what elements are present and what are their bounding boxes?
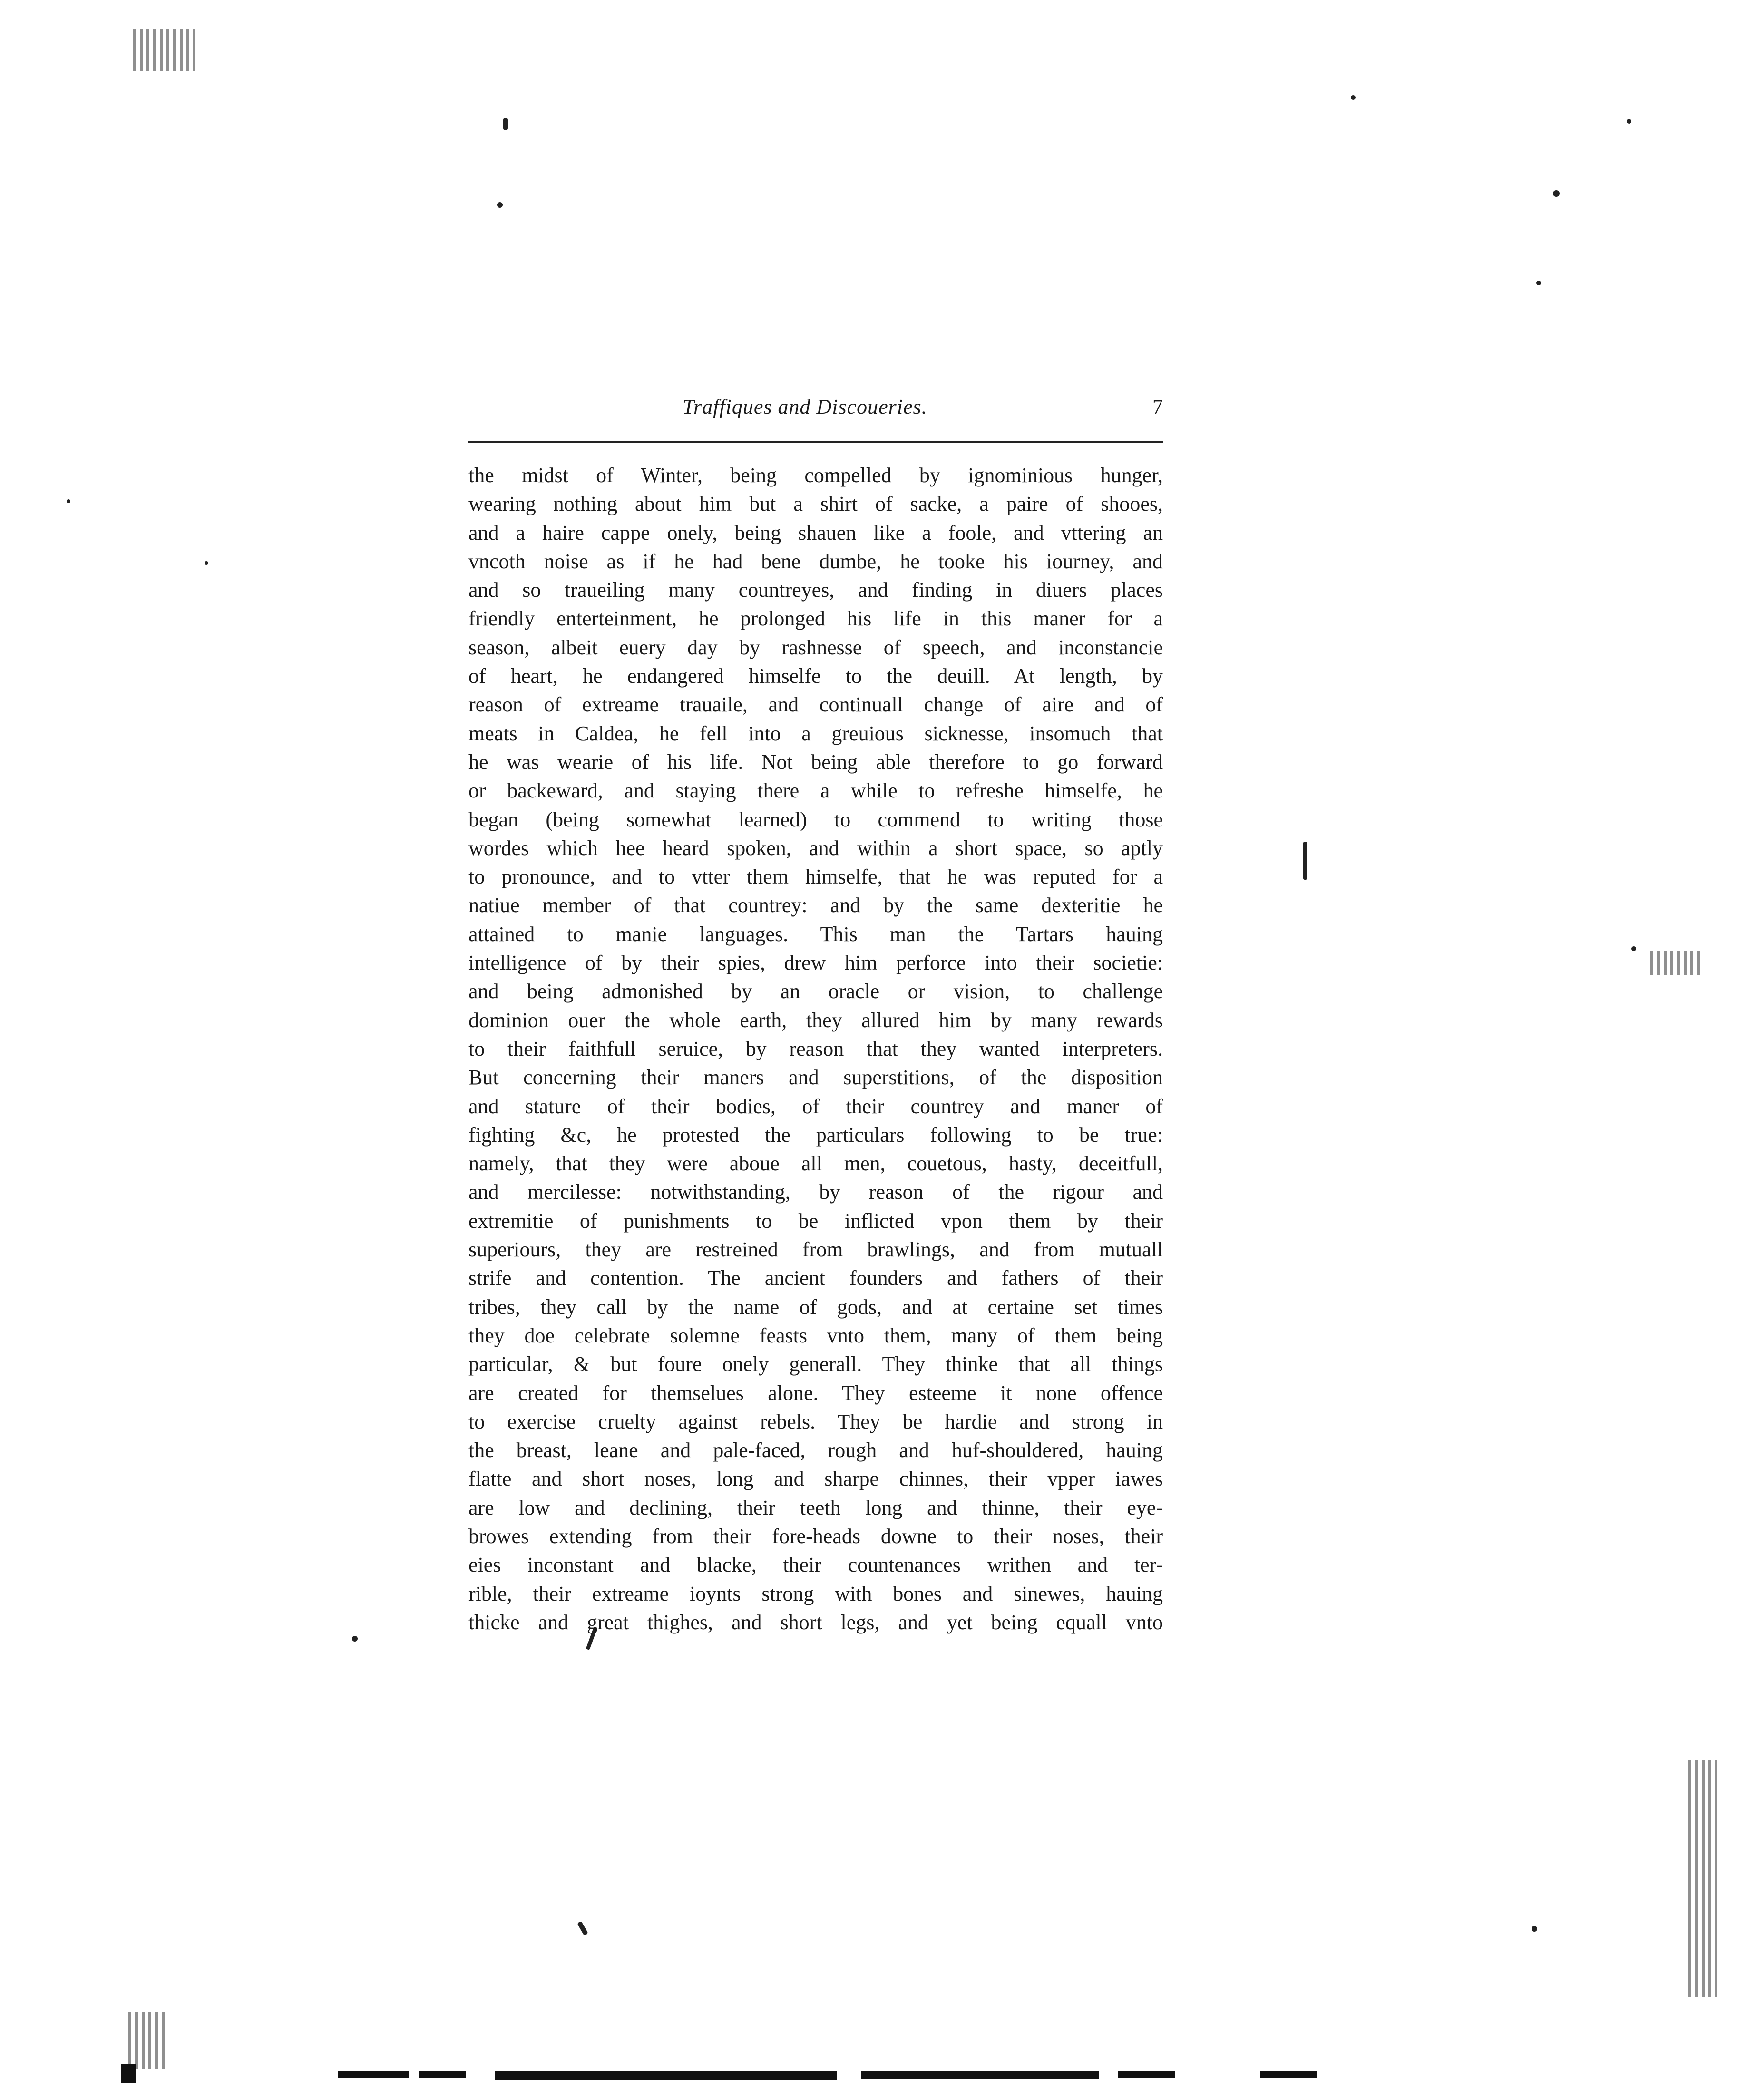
text-line: and mercilesse: notwithstanding, by reason of the rigour and — [468, 1180, 1163, 1204]
text-line: to pronounce, and to vtter them himselfe, that he was reputed for a — [468, 865, 1163, 889]
speck — [205, 561, 208, 565]
running-title: Traffiques and Discoueries. — [683, 395, 927, 418]
text-line: and stature of their bodies, of their countrey and maner of — [468, 1094, 1163, 1118]
bottom-edge-mark — [495, 2071, 837, 2080]
text-line: and so traueiling many countreyes, and finding in diuers places — [468, 578, 1163, 602]
text-line: they doe celebrate solemne feasts vnto them, many of them being — [468, 1323, 1163, 1347]
bottom-left-scan-noise — [128, 2012, 166, 2069]
speck — [1553, 190, 1560, 197]
text-line: tribes, they call by the name of gods, and at certaine set times — [468, 1295, 1163, 1319]
text-line: meats in Caldea, he fell into a greuious sicknesse, insomuch that — [468, 721, 1163, 745]
speck — [1532, 1926, 1537, 1932]
text-line: extremitie of punishments to be inflicted vpon them by their — [468, 1209, 1163, 1233]
text-line: season, albeit euery day by rashnesse of speech, and inconstancie — [468, 635, 1163, 659]
text-line: natiue member of that countrey: and by the same dexteritie he — [468, 894, 1163, 917]
bottom-edge-mark — [861, 2071, 1099, 2079]
text-line: or backeward, and staying there a while to refreshe himselfe, he — [468, 779, 1163, 803]
speck — [503, 118, 508, 130]
bottom-edge-mark — [419, 2071, 466, 2078]
right-edge-scan-noise — [1650, 951, 1703, 975]
top-left-scan-noise — [133, 29, 195, 71]
text-line: and being admonished by an oracle or vision, to challenge — [468, 980, 1163, 1003]
speck — [1631, 946, 1636, 951]
text-line: wordes which hee heard spoken, and within a short space, so aptly — [468, 836, 1163, 860]
text-line: flatte and short noses, long and sharpe chinnes, their vpper iawes — [468, 1467, 1163, 1491]
page-header — [468, 395, 1163, 428]
text-line: are low and declining, their teeth long and thinne, their eye- — [468, 1496, 1163, 1519]
text-line: to their faithfull seruice, by reason that they wanted interpreters. — [468, 1037, 1163, 1060]
text-line: browes extending from their fore-heads downe to their noses, their — [468, 1524, 1163, 1548]
body-text — [468, 461, 1163, 1637]
speck — [1627, 119, 1631, 124]
text-line: are created for themselues alone. They esteeme it none offence — [468, 1381, 1163, 1405]
speck — [497, 202, 503, 208]
speck — [1351, 95, 1356, 100]
text-line: reason of extreame trauaile, and continuall change of aire and of — [468, 693, 1163, 717]
text-line: namely, that they were aboue all men, couetous, hasty, deceitfull, — [468, 1152, 1163, 1176]
text-line: he was wearie of his life. Not being able therefore to go forward — [468, 750, 1163, 774]
text-line: attained to manie languages. This man the Tartars hauing — [468, 922, 1163, 946]
bottom-edge-mark — [1260, 2071, 1317, 2078]
text-line: fighting &c, he protested the particulars following to be true: — [468, 1123, 1163, 1147]
text-line: the midst of Winter, being compelled by ignominious hunger, — [468, 464, 1163, 487]
text-line: began (being somewhat learned) to commend to writing those — [468, 807, 1163, 831]
bottom-edge-mark — [338, 2071, 409, 2078]
text-line: intelligence of by their spies, drew him perforce into their societie: — [468, 951, 1163, 975]
text-line: eies inconstant and blacke, their countenances writhen and ter- — [468, 1553, 1163, 1577]
text-line: particular, & but foure onely generall. They thinke that all things — [468, 1352, 1163, 1376]
speck — [1536, 281, 1541, 285]
text-line: thicke and great thighes, and short legs, and yet being equall vnto — [468, 1610, 1163, 1634]
bottom-edge-mark — [1118, 2071, 1175, 2078]
speck — [577, 1921, 588, 1936]
text-line: wearing nothing about him but a shirt of sacke, a paire of shooes, — [468, 492, 1163, 516]
text-line: But concerning their maners and superstitions, of the disposition — [468, 1066, 1163, 1089]
text-line: strife and contention. The ancient founders and fathers of their — [468, 1266, 1163, 1290]
speck — [1303, 842, 1307, 880]
text-line: of heart, he endangered himselfe to the deuill. At length, by — [468, 664, 1163, 688]
text-line: the breast, leane and pale-faced, rough and huf-shouldered, hauing — [468, 1439, 1163, 1462]
text-line: dominion ouer the whole earth, they allured him by many rewards — [468, 1008, 1163, 1032]
page-number: 7 — [1152, 395, 1163, 418]
bottom-edge-mark — [121, 2064, 136, 2083]
text-line: vncoth noise as if he had bene dumbe, he tooke his iourney, and — [468, 549, 1163, 573]
text-line: friendly enterteinment, he prolonged his life in this maner for a — [468, 607, 1163, 631]
text-line: to exercise cruelty against rebels. They be hardie and strong in — [468, 1410, 1163, 1433]
header-rule — [468, 441, 1163, 443]
text-line: superiours, they are restreined from brawlings, and from mutuall — [468, 1238, 1163, 1262]
right-edge-scan-noise-lower — [1688, 1760, 1717, 1997]
text-line: and a haire cappe onely, being shauen like a foole, and vttering an — [468, 521, 1163, 544]
speck — [67, 499, 70, 503]
text-line: rible, their extreame ioynts strong with bones and sinewes, hauing — [468, 1582, 1163, 1605]
speck — [352, 1636, 358, 1642]
